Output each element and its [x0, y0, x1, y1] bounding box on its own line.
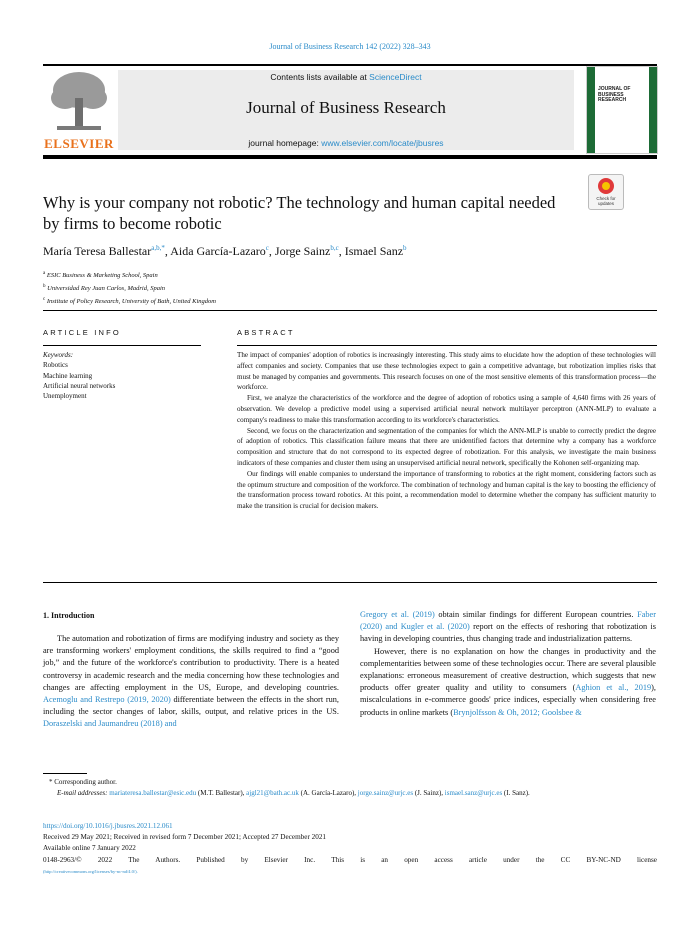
available-online-date: Available online 7 January 2022	[43, 844, 136, 853]
article-info-heading: ARTICLE INFO	[43, 328, 121, 337]
intro-paragraph: Gregory et al. (2019) obtain similar findings for different European countries. Faber (2020) and Kugler et al. (2020) report on the effects of reshoring that robotization is having in developing countries, thus changing trade and industrialization patterns.	[360, 610, 657, 644]
contents-prefix: Contents lists available at	[270, 72, 370, 82]
keyword-item[interactable]: Artificial neural networks	[43, 381, 116, 390]
author-affiliation-marker[interactable]: c	[265, 244, 269, 252]
keyword-item[interactable]: Machine learning	[43, 371, 93, 380]
keyword-item[interactable]: Unemployment	[43, 392, 87, 401]
author-name: Jorge Sainz	[274, 244, 331, 258]
article-info-rule	[43, 345, 201, 346]
section-heading-introduction: 1. Introduction	[43, 611, 95, 620]
author-name: Aida García-Lazaro	[170, 244, 266, 258]
keywords-block	[43, 350, 203, 401]
corresponding-author-note: * Corresponding author.	[49, 778, 117, 786]
email-link[interactable]: ajgl21@bath.ac.uk	[246, 789, 299, 797]
intro-paragraph: The automation and robotization of firms are modifying industry and society as they are transforming workers' employment conditions, the skills required to find a “good job,” and the future of the workforce's contribution to productivity. There is a heated controversy in academic research and the media concerning how these technologies and changes are affecting employment in the US, Europe, and developing countries. Acemoglu and Restrepo (2019, 2020) differentiate between the effects in the short run, including the sector changes of labor, skills, output, and relative prices in the US. Doraszelski and Jaumandreu (2018) and	[43, 634, 339, 729]
front-matter-rule	[43, 310, 657, 311]
abstract-paragraph: Our findings will enable companies to understand the importance of transforming to robotics at the right moment, considering factors such as the optimum structure and composition of the workforce. The combination of technology and human capital is the key to boosting the efficiency of the transformation process toward robotics. At this point, a recommendation model to determine whether the company has sufficient maturity to make the transition is crucial for decision makers.	[237, 469, 656, 511]
contents-line	[118, 72, 574, 82]
crossmark-inner-icon	[602, 182, 610, 190]
affiliation-item: $^c$ Institute of Policy Research, University of Bath, United Kingdom	[43, 297, 216, 306]
doi-link[interactable]: https://doi.org/10.1016/j.jbusres.2021.12.061	[43, 822, 173, 830]
abstract-heading: ABSTRACT	[237, 328, 295, 337]
abstract-bottom-rule	[43, 582, 657, 583]
intro-right-column	[360, 609, 656, 719]
email-link[interactable]: jorge.sainz@urjc.es	[357, 789, 414, 797]
cover-title: JOURNAL OF BUSINESS RESEARCH	[598, 86, 631, 103]
citation-link[interactable]: Doraszelski and Jaumandreu (2018) and	[43, 719, 177, 729]
check-for-updates-button[interactable]	[588, 174, 624, 210]
author-affiliation-marker[interactable]: b,c	[330, 244, 339, 252]
keyword-item[interactable]: Robotics	[43, 361, 68, 370]
abstract-paragraph: Second, we focus on the characterization and segmentation of the companies for which the ANN-MLP is unable to correctly predict the degree of adoption of robotics. This classification failure means that there are unidentified factors that determine why a company has a workforce composition and structure that do not correspond to its expected degree of robotization. For this analysis, we investigate the main business indicators of these companies and cluster them using an unsupervised artificial neural network, specifically the Kohonen self-organizing map.	[237, 426, 656, 467]
crossmark-label-line1: Check for	[596, 196, 616, 201]
journal-cover-thumbnail[interactable]	[586, 66, 658, 154]
abstract-body	[237, 350, 656, 512]
affiliation-item: $^b$ Universidad Rey Juan Carlos, Madrid, Spain	[43, 284, 166, 293]
keywords-label: Keywords:	[43, 351, 74, 359]
journal-homepage	[118, 138, 574, 148]
journal-title: Journal of Business Research	[246, 98, 446, 117]
homepage-prefix: journal homepage:	[248, 138, 322, 148]
header-bottom-rule	[43, 155, 657, 159]
author-affiliation-marker[interactable]: b	[403, 244, 407, 252]
header-top-rule	[43, 64, 657, 66]
author-affiliation-marker[interactable]: a,b,*	[151, 244, 165, 252]
author-name: María Teresa Ballestar	[43, 244, 152, 258]
crossmark-label-line2: updates	[597, 201, 614, 206]
intro-paragraph: However, there is no explanation on how the changes in productivity and the complementarities between some of these technologies occur. There are several plausible explanations: erroneous measurement of creative destruction, which suggests that new products offer greater quality and utility to consumers (Aghion et al., 2019), miscalculations in e-commerce goods' price indices, especially when considering free products in online markets (Brynjolfsson & Oh, 2012; Goolsbee &	[360, 646, 656, 717]
citation-link[interactable]: Brynjolfsson & Oh, 2012; Goolsbee &	[453, 707, 582, 717]
cover-band-left	[587, 67, 595, 153]
article-title: Why is your company not robotic? The technology and human capital needed by firms to become robotic	[43, 193, 556, 233]
author-name: Ismael Sanz	[344, 244, 404, 258]
abstract-paragraph: The impact of companies' adoption of robotics is increasingly interesting. This study aims to elucidate how the adoption of these technologies will affect companies and society. Companies that use these technologies expect to gain a competitive advantage, but robotization implies risks that must be managed by companies and governments. This research focuses on one of the most sensitive elements of this transformation process—the workforce.	[237, 351, 656, 392]
received-dates: Received 29 May 2021; Received in revised form 7 December 2021; Accepted 27 December 2021	[43, 833, 327, 842]
citation-link[interactable]: Gregory et al. (2019)	[360, 610, 435, 619]
affiliation-item: $^a$ ESIC Business & Marketing School, Spain	[43, 271, 158, 280]
citation-link[interactable]: Faber (2020) and Kugler et al. (2020)	[360, 610, 657, 632]
abstract-rule	[237, 345, 657, 346]
sciencedirect-link[interactable]: ScienceDirect	[369, 72, 422, 82]
article-metadata	[43, 821, 657, 877]
license-statement: 0148-2963/© 2022 The Authors. Published by Elsevier Inc. This is an open access article under the CC BY-NC-ND license	[43, 855, 657, 864]
email-link[interactable]: mariateresa.ballestar@esic.edu	[109, 789, 197, 797]
citation-link[interactable]: Acemoglu and Restrepo (2019, 2020)	[43, 695, 171, 705]
homepage-link[interactable]: www.elsevier.com/locate/jbusres	[321, 138, 444, 148]
author-list: María Teresa Ballestar$^{a,b,*}$, Aida García-Lazaro$^c$, Jorge Sainz$^{b,c}$, Ismael Sanz$^b$	[43, 244, 407, 258]
email-addresses: E-mail addresses: mariateresa.ballestar@esic.edu (M.T. Ballestar), ajgl21@bath.ac.uk (A. García-Lazaro), jorge.sainz@urjc.es (J. Sainz), ismael.sanz@urjc.es (I. Sanz).	[57, 789, 530, 797]
footnote-rule	[43, 773, 87, 774]
affiliations	[43, 268, 657, 307]
abstract-paragraph: First, we analyze the characteristics of the workforce and the degree of adoption of robotics using a sample of 4,640 firms with 26 years of observation. We develop a predictive model using a supervised artificial neural network multilayer perceptron (ANN-MLP) to evaluate a company's readiness to make this transformation according to its workforce's characteristics.	[237, 394, 656, 424]
elsevier-logo[interactable]: ELSEVIER	[44, 136, 114, 151]
cover-band-right	[649, 67, 657, 153]
journal-citation[interactable]: Journal of Business Research 142 (2022) 328–343	[269, 42, 431, 51]
email-link[interactable]: ismael.sanz@urjc.es	[444, 789, 503, 797]
crossmark-label	[589, 196, 623, 206]
citation-link[interactable]: Aghion et al., 2019	[575, 683, 652, 693]
intro-left-column	[43, 633, 339, 731]
footnote	[43, 777, 657, 799]
license-link[interactable]: (http://creativecommons.org/licenses/by-nc-nd/4.0/).	[43, 868, 138, 874]
